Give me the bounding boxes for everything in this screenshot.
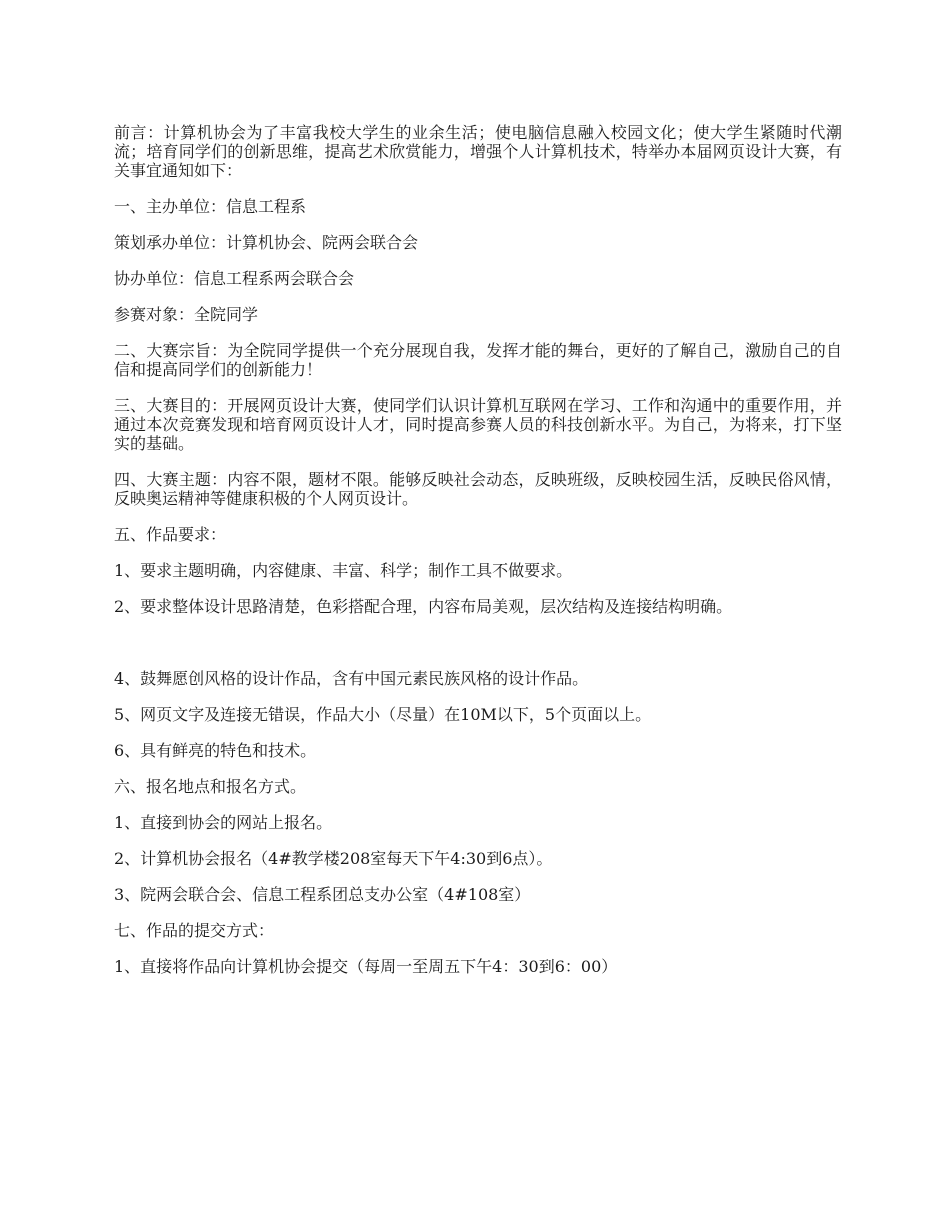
requirement-item-2: 2、要求整体设计思路清楚，色彩搭配合理，内容布局美观，层次结构及连接结构明确。 bbox=[114, 597, 733, 616]
requirement-item-4: 4、鼓舞愿创风格的设计作品，含有中国元素民族风格的设计作品。 bbox=[114, 669, 589, 688]
requirement-item-1: 1、要求主题明确，内容健康、丰富、科学；制作工具不做要求。 bbox=[114, 561, 573, 580]
preface-paragraph: 前言：计算机协会为了丰富我校大学生的业余生活；使电脑信息融入校园文化；使大学生紧随时代潮流；培育同学们的创新思维，提高艺术欣赏能力，增强个人计算机技术，特举办本届网页设计大赛，有关事宜通知如下： bbox=[114, 123, 842, 180]
requirements-heading: 五、作品要求： bbox=[114, 525, 227, 544]
registration-item-2: 2、计算机协会报名（4#教学楼208室每天下午4:30到6点）。 bbox=[114, 849, 553, 868]
requirement-item-5: 5、网页文字及连接无错误，作品大小（尽量）在10M以下，5个页面以上。 bbox=[114, 705, 652, 724]
registration-item-3: 3、院两会联合会、信息工程系团总支办公室（4#108室） bbox=[114, 885, 531, 904]
goal-paragraph: 三、大赛目的：开展网页设计大赛，使同学们认识计算机互联网在学习、工作和沟通中的重要作用，并通过本次竞赛发现和培育网页设计人才，同时提高参赛人员的科技创新水平。为自己，为将来，打下坚实的基础。 bbox=[114, 396, 842, 453]
organizer-line: 一、主办单位：信息工程系 bbox=[114, 197, 307, 216]
co-organizer-line: 协办单位：信息工程系两会联合会 bbox=[114, 269, 355, 288]
submission-heading: 七、作品的提交方式： bbox=[114, 921, 275, 940]
purpose-paragraph: 二、大赛宗旨：为全院同学提供一个充分展现自我，发挥才能的舞台，更好的了解自己，激励自己的自信和提高同学们的创新能力！ bbox=[114, 341, 842, 379]
blank-gap bbox=[114, 633, 842, 669]
participants-line: 参赛对象：全院同学 bbox=[114, 305, 259, 324]
submission-item-1: 1、直接将作品向计算机协会提交（每周一至周五下午4：30到6：00） bbox=[114, 957, 618, 976]
requirement-item-6: 6、具有鲜亮的特色和技术。 bbox=[114, 741, 317, 760]
registration-heading: 六、报名地点和报名方式。 bbox=[114, 777, 307, 796]
registration-item-1: 1、直接到协会的网站上报名。 bbox=[114, 813, 333, 832]
planner-line: 策划承办单位：计算机协会、院两会联合会 bbox=[114, 233, 419, 252]
document-body bbox=[114, 123, 842, 993]
theme-paragraph: 四、大赛主题：内容不限，题材不限。能够反映社会动态，反映班级，反映校园生活，反映民俗风情，反映奥运精神等健康积极的个人网页设计。 bbox=[114, 470, 842, 508]
